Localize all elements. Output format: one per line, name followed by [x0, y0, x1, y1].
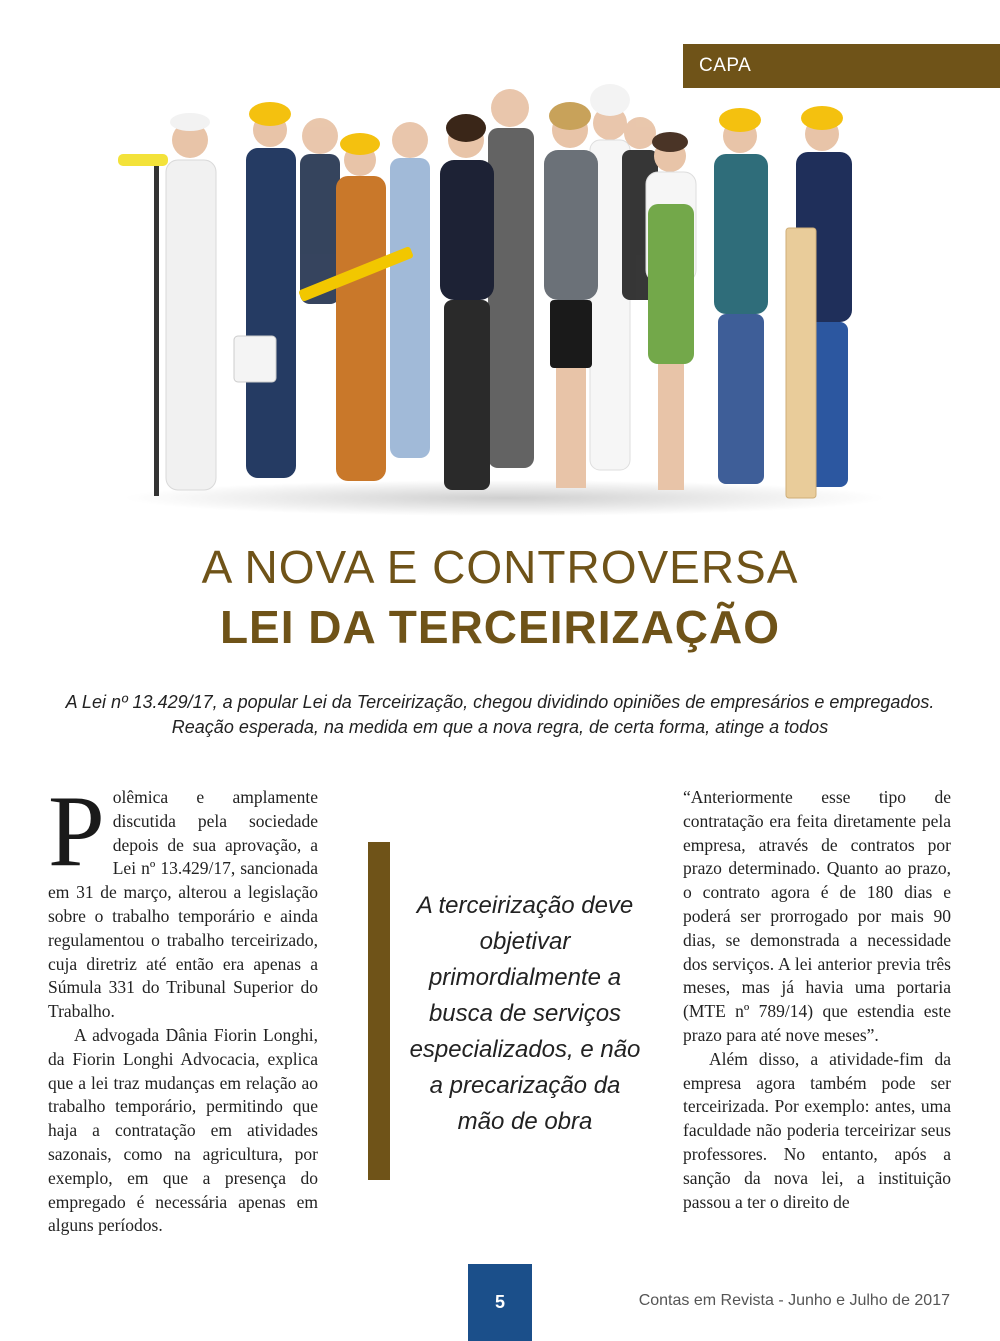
drop-cap: P — [48, 775, 105, 888]
worker-nurse — [646, 132, 696, 490]
headline-line1: A NOVA E CONTROVERSA — [201, 541, 799, 593]
worker-businesswoman-dark — [440, 114, 494, 490]
section-tag: CAPA — [683, 44, 1000, 88]
article-paragraph-2: A advogada Dânia Fiorin Longhi, da Fiorin Longhi Advocacia, explica que a lei traz mudanças em relação ao trabalho temporário, permitindo que haja a contratação em atividades sazonais, como na agricultura, por exemplo, em que a presença do empregado é necessária apenas em alguns períodos. — [48, 1024, 318, 1236]
article-paragraph-4: Além disso, a atividade-fim da empresa agora também pode ser terceirizada. Por exemplo: antes, uma faculdade não poderia terceirizar seus professores. No entanto, após a sanção da nova lei, a instituição passou a ter o direito de — [683, 1048, 951, 1212]
article-column-left — [48, 775, 318, 1238]
article-paragraph-1: olêmica e amplamente discutida pela sociedade depois de sua aprovação, a Lei nº 13.429/17, sancionada em 31 de março, alterou a legislação sobre o trabalho temporário e ainda regulamentou o trabalho terceirizado, cuja diretriz até então era apenas a Súmula 331 do Tribunal Superior do Trabalho. — [48, 787, 318, 1022]
worker-mechanic — [234, 102, 296, 478]
footer-publication: Contas em Revista - Junho e Julho de 2017 — [638, 1292, 950, 1309]
worker-technician — [714, 108, 768, 484]
article-column-right — [683, 786, 951, 1214]
lead-paragraph: A Lei nº 13.429/17, a popular Lei da Terceirização, chegou dividindo opiniões de empresários e empregados. Reação esperada, na medida em que a nova regra, de certa forma, atinge a todos — [65, 692, 935, 737]
pull-quote: A terceirização deve objetivar primordialmente a busca de serviços especializados, e não a precarização da mão de obra — [409, 892, 641, 1135]
workers-group-photo — [110, 78, 900, 518]
page-number-badge: 5 — [468, 1264, 532, 1341]
worker-painter — [118, 113, 216, 496]
article-paragraph-3: “Anteriormente esse tipo de contratação era feita diretamente pela empresa, através de contratos por prazo determinado. Quanto ao prazo, o contrato agora é de 180 dias e poderá ser prorrogado por mais 90 dias, se demonstrada a necessidade dos serviços. A lei anterior previa três meses, mas já havia uma portaria (MTE nº 789/14) que estendia este prazo para até nove meses”. — [683, 787, 951, 1045]
pull-quote-bar — [368, 842, 390, 1180]
headline-line2: LEI DA TERCEIRIZAÇÃO — [219, 601, 781, 653]
worker-carpenter — [786, 106, 852, 498]
